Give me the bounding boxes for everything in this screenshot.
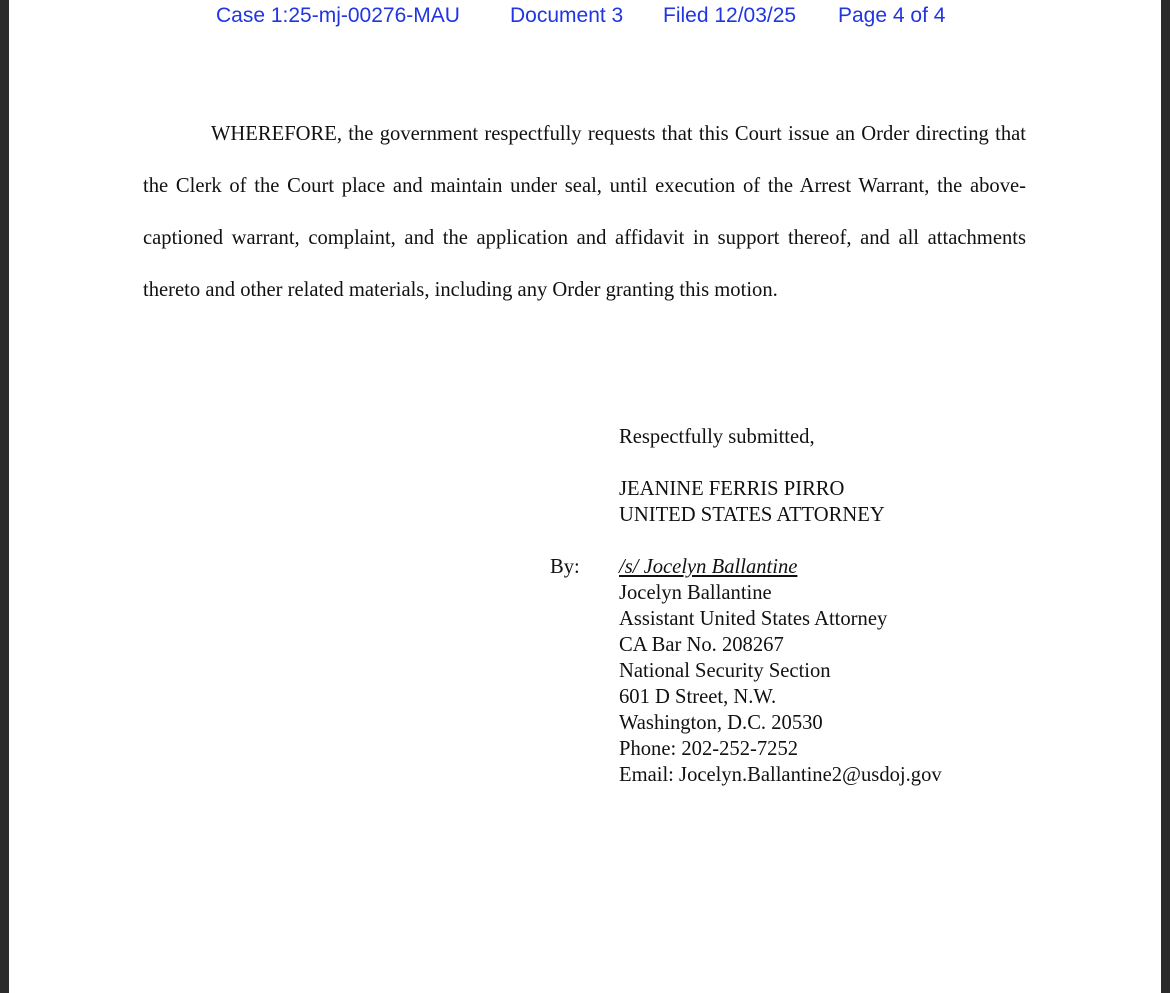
signer-city-address: Washington, D.C. 20530 bbox=[619, 712, 823, 734]
signer-phone: Phone: 202-252-7252 bbox=[619, 738, 799, 760]
signer-name: Jocelyn Ballantine bbox=[619, 582, 772, 604]
signature-closing: Respectfully submitted, bbox=[619, 426, 815, 448]
header-case-number: Case 1:25-mj-00276-MAU bbox=[216, 4, 460, 27]
wherefore-paragraph: WHEREFORE, the government respectfully requests that this Court issue an Order directing that the Clerk of the Court place and maintain under seal, until execution of the Arrest Warrant, the above-captioned warrant, complaint, and the application and affidavit in support thereof, and all attachments thereto and other related materials, including any Order granting this motion. bbox=[143, 123, 1026, 301]
us-attorney-name: JEANINE FERRIS PIRRO bbox=[619, 478, 845, 500]
signer-bar-number: CA Bar No. 208267 bbox=[619, 634, 784, 656]
viewer-left-border bbox=[0, 0, 9, 993]
signer-title: Assistant United States Attorney bbox=[619, 608, 888, 630]
viewer-right-border bbox=[1161, 0, 1170, 993]
document-page bbox=[9, 0, 1161, 993]
electronic-signature: /s/ Jocelyn Ballantine bbox=[619, 556, 798, 578]
us-attorney-title: UNITED STATES ATTORNEY bbox=[619, 504, 885, 526]
header-filed-date: Filed 12/03/25 bbox=[663, 4, 797, 27]
signer-street-address: 601 D Street, N.W. bbox=[619, 686, 777, 708]
by-label: By: bbox=[550, 556, 580, 578]
signer-email: Email: Jocelyn.Ballantine2@usdoj.gov bbox=[619, 764, 942, 786]
signer-section: National Security Section bbox=[619, 660, 831, 682]
header-page-number: Page 4 of 4 bbox=[838, 4, 946, 27]
header-document-number: Document 3 bbox=[510, 4, 624, 27]
